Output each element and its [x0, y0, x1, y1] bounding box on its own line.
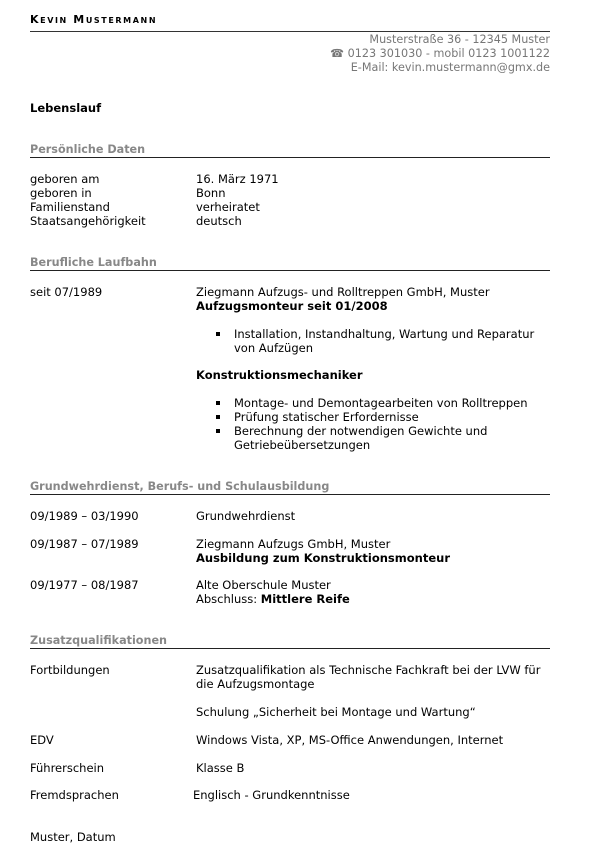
education-date: 09/1989 – 03/1990 [30, 509, 139, 523]
personal-value: Bonn [196, 186, 226, 200]
role-1-task-list [196, 327, 556, 355]
education-entry: Alte Oberschule Muster [196, 578, 331, 592]
languages-label: Fremdsprachen [30, 788, 119, 802]
email: E-Mail: kevin.mustermann@gmx.de [350, 61, 550, 74]
training-2: Schulung „Sicherheit bei Montage und Wartung“ [196, 705, 476, 719]
graduation-prefix: Abschluss: [196, 592, 261, 606]
address: Musterstraße 36 - 12345 Muster [369, 33, 550, 46]
list-item: Berechnung der notwendigen Gewichte und Getriebeübersetzungen [196, 424, 556, 452]
personal-label: geboren am [30, 172, 100, 186]
graduation-degree: Mittlere Reife [260, 592, 350, 606]
section-heading-personal: Persönliche Daten [30, 143, 550, 158]
education-entry: Ziegmann Aufzugs GmbH, Muster [196, 537, 391, 551]
edv-value: Windows Vista, XP, MS-Office Anwendungen, Internet [196, 733, 504, 747]
personal-value: deutsch [196, 214, 242, 228]
section-heading-career: Berufliche Laufbahn [30, 256, 550, 271]
education-detail [196, 592, 350, 606]
document-title: Lebenslauf [30, 101, 102, 115]
personal-value: verheiratet [196, 200, 260, 214]
role-2-task-list [196, 396, 556, 452]
career-role-1: Aufzugsmonteur seit 01/2008 [196, 299, 388, 313]
section-heading-education: Grundwehrdienst, Berufs- und Schulausbildung [30, 480, 550, 495]
education-date: 09/1977 – 08/1987 [30, 578, 139, 592]
list-item: Installation, Instandhaltung, Wartung und Reparatur von Aufzügen [196, 327, 556, 355]
edv-label: EDV [30, 733, 54, 747]
training-label: Fortbildungen [30, 663, 110, 677]
list-item: Montage- und Demontagearbeiten von Rolltreppen [196, 396, 556, 410]
phone-line [330, 47, 550, 60]
career-company: Ziegmann Aufzugs- und Rolltreppen GmbH, Muster [196, 285, 490, 299]
personal-label: geboren in [30, 186, 92, 200]
education-date: 09/1987 – 07/1989 [30, 537, 139, 551]
education-entry: Grundwehrdienst [196, 509, 296, 523]
place-date: Muster, Datum [30, 830, 116, 844]
applicant-name: Kevin Mustermann [30, 13, 158, 26]
personal-label: Familienstand [30, 200, 110, 214]
personal-value: 16. März 1971 [196, 172, 279, 186]
license-value: Klasse B [196, 761, 245, 775]
education-detail: Ausbildung zum Konstruktionsmonteur [196, 551, 450, 565]
list-item: Prüfung statischer Erfordernisse [196, 410, 556, 424]
section-heading-qualifications: Zusatzqualifikationen [30, 634, 550, 649]
career-date: seit 07/1989 [30, 285, 103, 299]
personal-label: Staatsangehörigkeit [30, 214, 146, 228]
training-1: Zusatzqualifikation als Technische Fachkraft bei der LVW für die Aufzugsmontage [196, 663, 541, 691]
phone-numbers: 0123 301030 - mobil 0123 1001122 [347, 47, 550, 60]
license-label: Führerschein [30, 761, 105, 775]
phone-icon: ☎ [330, 47, 348, 60]
languages-value: Englisch - Grundkenntnisse [193, 788, 350, 802]
career-role-2: Konstruktionsmechaniker [196, 368, 363, 382]
header-rule [30, 31, 550, 32]
